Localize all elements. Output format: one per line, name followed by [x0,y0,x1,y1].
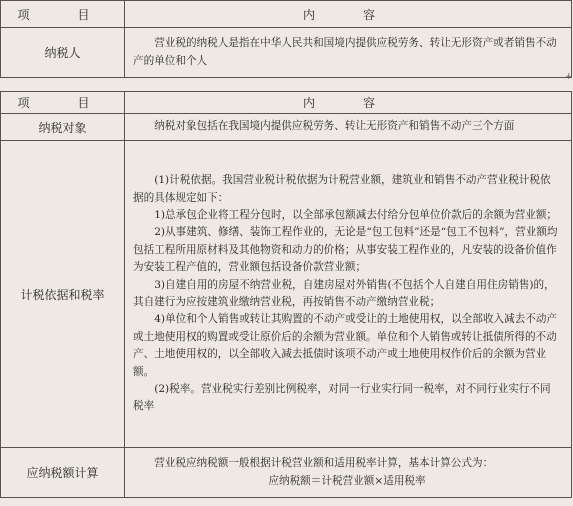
formula: 应纳税额＝计税营业额×适用税率 [268,474,426,487]
paragraph-basis-item-4: 4)单位和个人销售或转让其购置的不动产或受让的土地使用权，以全部收入减去不动产或土地使用权的购置或受让原价后的余额为营业额。单位和个人销售或转让抵债所得的不动产、土地使用权的，以全部收入减去抵债时该项不动产或土地使用权作价后的余额为营业额。 [133,313,558,378]
paragraph-basis-intro: (1)计税依据。我国营业税计税依据为计税营业额，建筑业和销售不动产营业税计税依据的具体规定如下： [133,174,551,204]
header-content: 内 容 [125,1,572,28]
table-row [1,141,572,448]
paragraph-tax-rate: (2)税率。营业税实行差别比例税率，对同一行业实行同一税率，对不同行业实行不同税率 [133,383,551,413]
header-item: 项 目 [1,1,125,28]
table-row [1,114,572,141]
table-header-row [1,92,572,114]
table-tax-details [0,91,572,498]
header-content: 内 容 [125,92,572,114]
row-text-taxpayer: 营业税的纳税人是指在中华人民共和国境内提供应税劳务、转让无形资产或者销售不动产的单位和个人 [133,37,557,67]
table-row [1,28,572,78]
table-header-row [1,1,572,28]
row-label-taxpayer: 纳税人 [1,28,125,78]
header-item: 项 目 [1,92,125,114]
table-taxpayer [0,0,572,78]
row-label-basis: 计税依据和税率 [1,141,125,448]
row-label-object: 纳税对象 [1,114,125,141]
row-text-calc: 营业税应纳税额一般根据计税营业额和适用税率计算，基本计算公式为： [154,457,494,470]
paragraph-basis-item-2: 2)从事建筑、修缮、装饰工程作业的，无论是“包工包料”还是“包工不包料”，营业额均包括工程所用原材料及其他物资和动力的价格；从事安装工程作业的，凡安装的设备价值作为安装工程产值的，营业额包括设备价款营业额； [133,226,558,274]
row-label-calc: 应纳税额计算 [1,448,125,498]
row-text-object: 纳税对象包括在我国境内提供应税劳务、转让无形资产和销售不动产三个方面 [154,120,515,133]
table-row [1,448,572,498]
paragraph-basis-item-1: 1)总承包企业将工程分包时，以全部承包额减去付给分包单位价款后的余额为营业额； [154,208,558,221]
margin-mark: + [565,72,573,82]
paragraph-basis-item-3: 3)自建自用的房屋不纳营业税，自建房屋对外销售(不包括个人自建自用住房销售)的，其自建行为应按建筑业缴纳营业税，再按销售不动产缴纳营业税； [133,278,555,308]
